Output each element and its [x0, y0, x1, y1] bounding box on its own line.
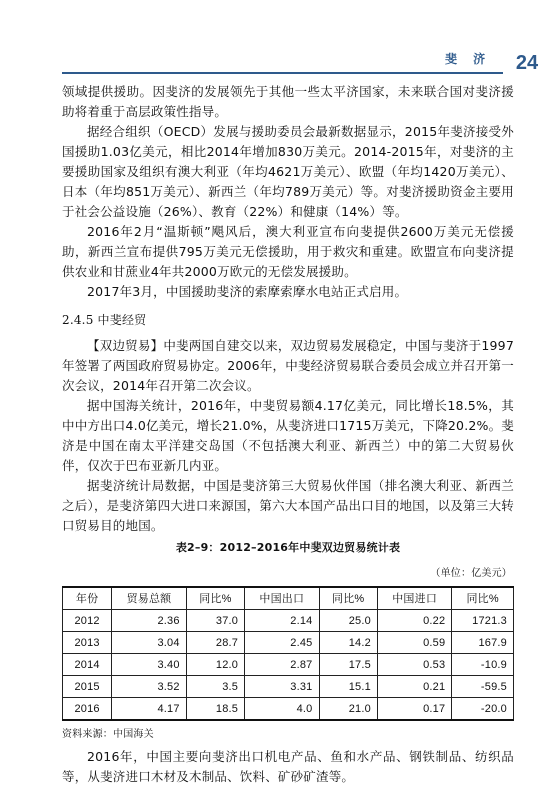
column-header: 中国进口 [377, 587, 451, 610]
table-unit: （单位：亿美元） [430, 568, 512, 579]
table-cell: 2012 [63, 610, 112, 632]
table-cell: 3.31 [245, 676, 319, 698]
table-cell: 2014 [63, 654, 112, 676]
table-cell: 2015 [63, 676, 112, 698]
table-cell: 14.2 [319, 632, 377, 654]
paragraph: 据中国海关统计，2016年，中斐贸易额4.17亿美元，同比增长18.5%，其中中方出口4.0亿美元，增长21.0%，从斐济进口1715万美元，下降20.2%。斐济是中国在南太平洋建交岛国（不包括澳大利亚、新西兰）中的第二大贸易伙伴，仅次于巴布亚新几内亚。 [62, 398, 515, 473]
table-header-row [63, 587, 514, 610]
table-cell: 4.17 [112, 698, 186, 721]
table-row [63, 698, 514, 721]
table-cell: -59.5 [452, 676, 514, 698]
table-cell: 18.5 [186, 698, 244, 721]
page-body [62, 82, 514, 787]
column-header: 中国出口 [245, 587, 319, 610]
column-header: 同比% [319, 587, 377, 610]
table-caption: 表2–9：2012–2016年中斐双边贸易统计表 [175, 541, 401, 554]
table-cell: 4.0 [245, 698, 319, 721]
table-cell: 167.9 [452, 632, 514, 654]
column-header: 年份 [63, 587, 112, 610]
paragraph: 2016年2月“温斯顿”飓风后，澳大利亚宣布向斐提供2600万美元无偿援助，新西兰宣布提供795万美元无偿援助，用于救灾和重建。欧盟宣布向斐济提供农业和甘蔗业4年共2000万欧元的无偿发展援助。 [62, 224, 514, 279]
page-header [0, 0, 559, 80]
table-cell: 3.40 [112, 654, 186, 676]
paragraph: 据经合组织（OECD）发展与援助委员会最新数据显示，2015年斐济接受外国援助1.03亿美元，相比2014年增加830万美元。2014-2015年，对斐济的主要援助国家及组织有澳大利亚（年均4621万美元）、欧盟（年均1420万美元）、日本（年均851万美元）、新西兰（年均789万美元）等。对斐济援助资金主要用于社会公益设施（26%）、教育（22%）和健康（14%）等。 [62, 124, 514, 219]
table-cell: 17.5 [319, 654, 377, 676]
column-header: 同比% [452, 587, 514, 610]
table-cell: 3.04 [112, 632, 186, 654]
table-cell: 28.7 [186, 632, 244, 654]
column-header: 贸易总额 [112, 587, 186, 610]
table-cell: 15.1 [319, 676, 377, 698]
paragraph: 【双边贸易】中斐两国自建交以来，双边贸易发展稳定，中国与斐济于1997年签署了两国政府贸易协定。2006年，中斐经济贸易联合委员会成立并召开第一次会议，2014年召开第二次会议。 [62, 338, 514, 393]
paragraph: 据斐济统计局数据，中国是斐济第三大贸易伙伴国（排名澳大利亚、新西兰之后），是斐济第四大进口来源国，第六大本国产品出口目的地国，以及第三大转口贸易目的地国。 [62, 478, 514, 533]
paragraph: 领域提供援助。因斐济的发展领先于其他一些太平济国家，未来联合国对斐济援助将着重于高层政策性指导。 [62, 84, 514, 119]
table-cell: 2.14 [245, 610, 319, 632]
section-heading: 2.4.5 中斐经贸 [62, 313, 147, 327]
table-cell: 0.53 [377, 654, 451, 676]
table-cell: 25.0 [319, 610, 377, 632]
table-row [63, 676, 514, 698]
table-cell: 2013 [63, 632, 112, 654]
table-row [63, 654, 514, 676]
running-header-title: 斐 济 [445, 52, 492, 66]
column-header: 同比% [186, 587, 244, 610]
table-row [63, 632, 514, 654]
header-rule [62, 72, 503, 74]
table-cell: 3.52 [112, 676, 186, 698]
table-cell: 21.0 [319, 698, 377, 721]
table-source-note: 资料来源：中国海关 [62, 729, 154, 740]
page-number: 24 [515, 52, 539, 74]
paragraph: 2016年，中国主要向斐济出口机电产品、鱼和水产品、钢铁制品、纺织品等，从斐济进口木材及木制品、饮料、矿砂矿渣等。 [62, 749, 514, 784]
table-cell: 1721.3 [452, 610, 514, 632]
trade-stats-table [62, 586, 514, 721]
table-cell: -20.0 [452, 698, 514, 721]
table-cell: 37.0 [186, 610, 244, 632]
table-cell: 0.17 [377, 698, 451, 721]
table-cell: 2016 [63, 698, 112, 721]
table-cell: 0.22 [377, 610, 451, 632]
table-cell: -10.9 [452, 654, 514, 676]
table-cell: 12.0 [186, 654, 244, 676]
table-cell: 2.45 [245, 632, 319, 654]
table-cell: 0.59 [377, 632, 451, 654]
table-cell: 3.5 [186, 676, 244, 698]
table-cell: 2.36 [112, 610, 186, 632]
table-cell: 2.87 [245, 654, 319, 676]
table-cell: 0.21 [377, 676, 451, 698]
table-row [63, 610, 514, 632]
paragraph: 2017年3月，中国援助斐济的索摩索摩水电站正式启用。 [87, 284, 408, 299]
